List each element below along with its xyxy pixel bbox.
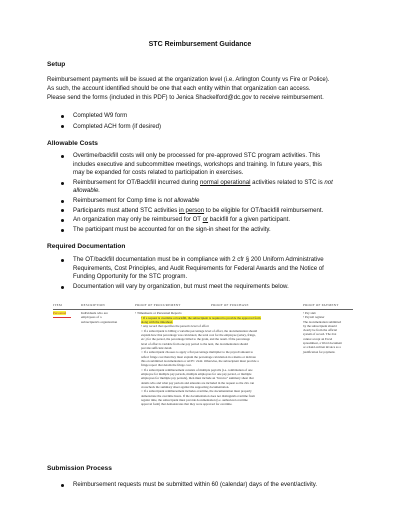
- list-item: Reimbursement for OT/Backfill incurred during normal operational activities related to STC is not allowable.: [47, 179, 367, 196]
- list-item: Overtime/backfill costs will only be processed for pre-approved STC program activities. This includes executive and subcommittee meetings, workshops and training. In future years, this may be expanded for costs related to participation in exercises.: [47, 152, 367, 178]
- table-cell-item: Personnel: [53, 311, 67, 315]
- column-header: DESCRIPTION: [81, 303, 106, 307]
- setup-line: Reimbursement payments will be issued at the organization level (i.e. Arlington County vs Fire or Police).: [47, 76, 330, 83]
- requirements-table: [53, 302, 353, 442]
- required-heading: Required Documentation: [47, 243, 126, 250]
- table-cell-purchase: • If a request is overtime or backfill, the subrecipient is required to provide the approved form along with the timesheet. • Any record that specifies the person's level of effort ○ If a subrecipient is billing a variable percentage level of effort, the documentation should explain how that percentage was calculated, the total cost for the employee (salary, fringe, etc.) for the period, the percentage billed to the grant, and the result. If the percentage level of effort is variable from one pay period to the next, the documentation should provide sufficient detail. ○ If a subrecipient chooses to apply a flat percentage multiplier to the payroll amount to reflect fringe cost then they must explain the percentage calculation in a memo or indicate this on submitted documentation or ACH / 2x42. Otherwise, the subrecipient must provide a fringe report that details the fringe cost. ○ If a subrecipient reimbursement consists of multiple payrolls (i.e. combination of one employee for multiple pay periods, multiple employees for one pay period, or multiple employees for multiple pay periods), then must include an "invoice" summary sheet that details who and what pay periods and amounts are included in the request so the 2xx can crosscheck the summary sheet against the supporting documentation. ○ If a subrecipient reimbursement includes overtime, the documentation must properly demonstrate the overtime hours. If the documentation does not distinguish overtime from regular time, the subrecipient must provide documentation (i.e. authorized overtime approval form) that demonstrates that they were approved for overtime.: [141, 315, 261, 407]
- column-header: PROOF OF PURCHASE: [211, 303, 249, 307]
- setup-line: As such, the account identified should be one that each entity within that organization can access.: [47, 85, 311, 93]
- column-header: PROOF OF PAYMENT: [303, 303, 339, 307]
- submission-heading: Submission Process: [47, 465, 112, 472]
- allowable-bullets: [47, 152, 367, 235]
- list-item: Completed W9 form: [47, 112, 367, 121]
- setup-heading: Setup: [47, 61, 66, 68]
- setup-line: Please send the forms (included in this PDF) to Jenica Shackelford@dc.gov to receive reimbursement.: [47, 94, 324, 102]
- required-bullets: [47, 256, 367, 292]
- column-header: ITEM: [53, 303, 62, 307]
- submission-bullets: [47, 481, 367, 491]
- list-item: Reimbursement requests must be submitted within 60 (calendar) days of the event/activity.: [47, 481, 367, 490]
- list-item: The OT/backfill documentation must be in compliance with 2 cfr § 200 Uniform Administrative Requirements, Cost Principles, and Audit Requirements for Federal Awards and the Notice of Funding Opportunity for the STC program.: [47, 256, 367, 282]
- table-cell-procurement: • Timesheets or Personnel Reports: [135, 311, 182, 315]
- setup-bullets: [47, 112, 367, 132]
- column-header: PROOF OF PROCUREMENT: [135, 303, 181, 307]
- list-item: Completed ACH form (if desired): [47, 123, 367, 132]
- table-cell-description: Individuals who are employees of a subrecipient's organization: [81, 311, 118, 324]
- table-cell-payment: • Pay stub • Payroll register The documentation submitted by the subrecipient should clearly be from the official system of record. The 2xx cannot accept an Excel spreadsheet, a Word document or a hand-written invoice as a justification for payment.: [303, 311, 342, 354]
- allowable-heading: Allowable Costs: [47, 140, 98, 147]
- table-rule: [53, 309, 353, 310]
- setup-paragraph: [47, 75, 367, 103]
- list-item: Reimbursement for Comp time is not allowable: [47, 197, 367, 206]
- list-item: The participant must be accounted for on the sign-in sheet for the activity.: [47, 226, 367, 235]
- page-title: STC Reimbursement Guidance: [148, 41, 252, 48]
- list-item: An organization may only be reimbursed for OT or backfill for a given participant.: [47, 216, 367, 225]
- list-item: Participants must attend STC activities in person to be eligible for OT/backfill reimbursement.: [47, 207, 367, 216]
- list-item: Documentation will vary by organization, but must meet the requirements below.: [47, 283, 367, 292]
